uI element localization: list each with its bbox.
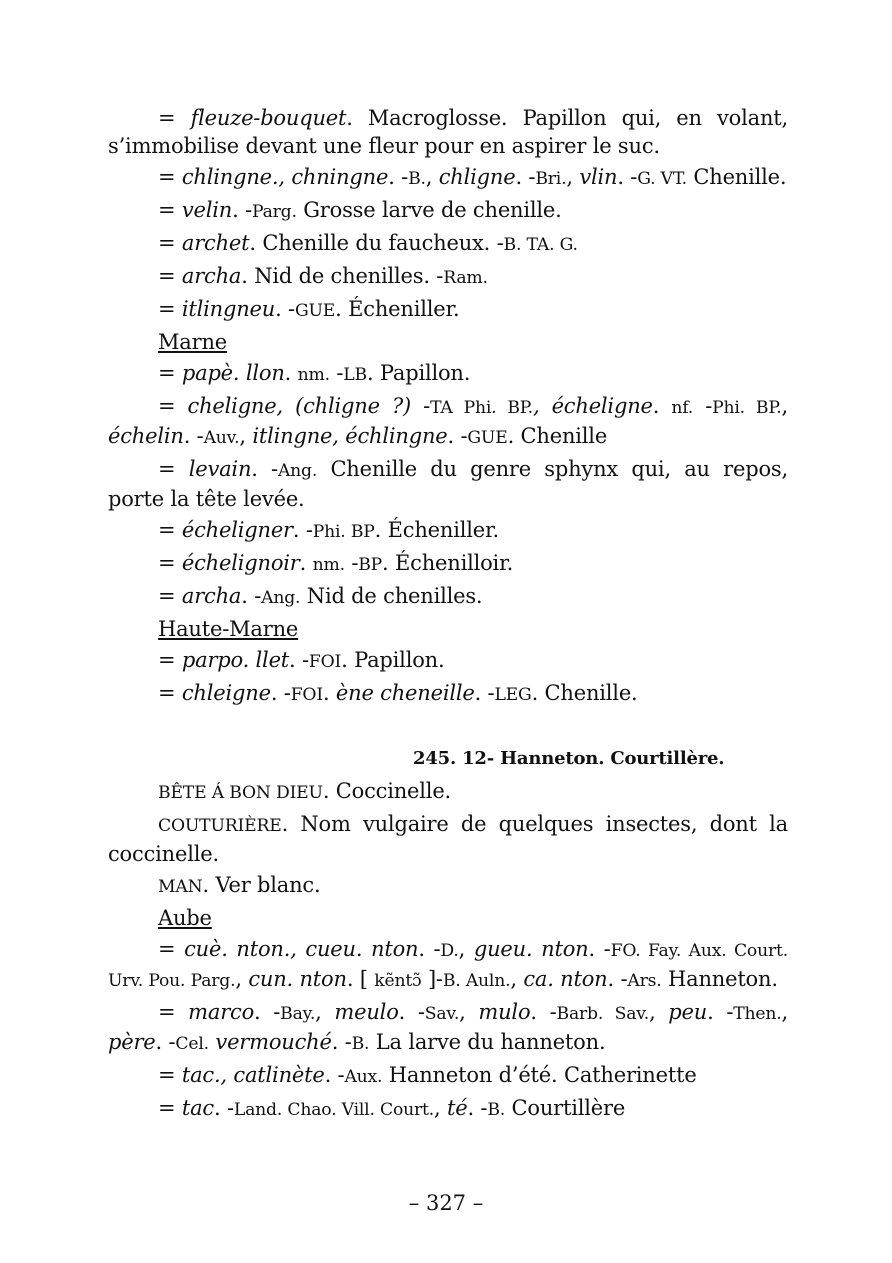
entry-text: . -	[254, 1000, 281, 1024]
entry-paragraph	[108, 1094, 788, 1124]
entry-text: . [	[346, 967, 375, 991]
entry-text: . -	[607, 967, 628, 991]
entry-text: =	[158, 681, 182, 705]
entry-text: ,	[315, 1000, 335, 1024]
entry-abbreviation: Sav.	[424, 1004, 460, 1024]
entry-text: . -	[515, 165, 536, 189]
spacer	[108, 712, 788, 743]
entry-text: =	[158, 165, 182, 189]
document-page	[108, 104, 788, 1127]
entry-term: tac., catlinète	[181, 1063, 325, 1087]
entry-term: échelin	[108, 424, 184, 448]
entry-text: ,	[434, 1096, 447, 1120]
entry-term: échelignoir	[181, 551, 300, 575]
entry-text: =	[158, 551, 182, 575]
entry-term: chligne	[438, 165, 516, 189]
entry-abbreviation: Ram.	[443, 268, 488, 288]
entry-text: =	[158, 297, 182, 321]
entry-term: mulo	[478, 1000, 531, 1024]
entry-text: ,	[510, 967, 524, 991]
entry-abbreviation: Phi. BP.	[712, 398, 782, 418]
entry-term: cuè. nton., cueu. nton	[184, 937, 419, 961]
entry-text: . -	[418, 937, 441, 961]
section-title-marne: Marne	[158, 330, 228, 354]
entry-text: . -	[251, 457, 278, 481]
entry-abbreviation: B.	[408, 169, 426, 189]
entry-text: =	[158, 361, 182, 385]
entry-term: , écheligne	[532, 394, 653, 418]
entry-abbreviation: LEG	[494, 685, 532, 705]
entries-general	[108, 777, 788, 901]
entry-abbreviation: FOI	[308, 652, 342, 672]
entry-text: .	[284, 361, 298, 385]
entry-paragraph	[108, 196, 788, 226]
entry-text: .	[322, 681, 336, 705]
entry-text: . -	[241, 584, 262, 608]
entry-paragraph	[108, 104, 788, 160]
entry-text: -	[693, 394, 713, 418]
entry-text: . -	[331, 1030, 352, 1054]
entries-aube	[108, 935, 788, 1124]
entry-term: gueu. nton	[473, 937, 589, 961]
entry-text: -	[411, 394, 431, 418]
page-number: – 327 –	[408, 1191, 484, 1215]
entry-text: ,	[566, 165, 580, 189]
entry-abbreviation: nm.	[297, 365, 330, 385]
entry-term: archa	[181, 264, 242, 288]
entry-term: chleigne	[181, 681, 271, 705]
entry-abbreviation: BP	[358, 555, 383, 575]
entry-paragraph	[108, 295, 788, 325]
entry-paragraph	[108, 229, 788, 259]
entry-abbreviation: Parg.	[251, 202, 297, 222]
entry-text: Hanneton.	[661, 967, 778, 991]
entry-text: . Coccinelle.	[322, 779, 452, 803]
entry-text: . -	[398, 1000, 425, 1024]
entry-paragraph	[108, 1061, 788, 1091]
entry-term: écheligner	[181, 518, 293, 542]
entry-text: . Ver blanc.	[202, 873, 321, 897]
entry-abbreviation: COUTURIÈRE	[158, 816, 282, 836]
entry-text: . -	[183, 424, 204, 448]
entry-text: . Macroglosse. Papillon qui, en volant, s’immobilise devant une fleur pour en aspirer le suc.	[108, 106, 788, 158]
entry-abbreviation: Bay.	[280, 1004, 316, 1024]
section-title-aube: Aube	[158, 906, 212, 930]
entry-abbreviation: Auv.	[203, 428, 240, 448]
entry-term: itlingneu	[181, 297, 276, 321]
entry-text: -	[329, 361, 344, 385]
entry-term: archa	[181, 584, 242, 608]
entries-marne	[108, 359, 788, 612]
entry-abbreviation: B.	[487, 1100, 506, 1120]
entry-text: ,	[781, 1000, 788, 1024]
entry-text: . Chenille	[507, 424, 608, 448]
entry-text: . Nom vulgaire de quelques insectes, dont la coccinelle.	[108, 812, 788, 866]
entry-text: =	[158, 518, 182, 542]
entry-text: =	[158, 1063, 182, 1087]
entry-abbreviation: Ang.	[261, 588, 301, 608]
entry-paragraph	[108, 777, 788, 807]
entry-text: . -	[155, 1030, 176, 1054]
entry-paragraph	[108, 582, 788, 612]
entry-paragraph	[108, 455, 788, 513]
entry-text: =	[158, 457, 189, 481]
entry-abbreviation: Bri.	[535, 169, 567, 189]
entry-abbreviation: kẽntɔ̃	[374, 971, 422, 991]
entry-text: . -	[324, 1063, 345, 1087]
entry-abbreviation: Aux.	[344, 1067, 383, 1087]
entry-abbreviation: GUE	[467, 428, 508, 448]
entry-term: chlingne., chningne	[181, 165, 389, 189]
entry-term: meulo	[334, 1000, 399, 1024]
entry-term: fleuze-bouquet	[190, 106, 347, 130]
entry-text: Nid de chenilles.	[300, 584, 483, 608]
entry-term: vermouché	[215, 1030, 332, 1054]
entry-text: =	[158, 937, 185, 961]
entries-haute-marne	[108, 646, 788, 709]
entry-text: . Papillon.	[366, 361, 471, 385]
entry-text: . Papillon.	[341, 648, 445, 672]
entry-term: cun. nton	[248, 967, 347, 991]
entry-abbreviation: GUE	[294, 301, 336, 321]
entry-text: =	[158, 1096, 182, 1120]
entry-term: ca. nton	[523, 967, 608, 991]
entry-term: ène cheneille	[335, 681, 475, 705]
entry-term: tac	[181, 1096, 214, 1120]
entry-text: . -	[588, 937, 611, 961]
entry-abbreviation: Land. Chao. Vill. Court.	[233, 1100, 435, 1120]
entry-text: . -	[270, 681, 291, 705]
entry-abbreviation: nf.	[671, 398, 694, 418]
entry-text: . Chenille.	[531, 681, 638, 705]
entry-text: ,	[781, 394, 788, 418]
entry-text: . -	[474, 681, 495, 705]
entry-abbreviation: MAN	[158, 877, 203, 897]
entry-text: . Écheniller.	[374, 518, 499, 542]
entry-text: ,	[425, 165, 439, 189]
entry-abbreviation: nm.	[312, 555, 345, 575]
entry-abbreviation: Phi. BP	[312, 522, 375, 542]
entry-text: ,	[458, 937, 474, 961]
entry-term: marco	[188, 1000, 255, 1024]
entry-term: velin	[181, 198, 233, 222]
entry-text: . Échenilloir.	[382, 551, 514, 575]
entry-text: La larve du hanneton.	[369, 1030, 606, 1054]
entry-text: Grosse larve de chenille.	[296, 198, 562, 222]
section-heading: 245. 12- Hanneton. Courtillère.	[413, 748, 725, 769]
entry-text: .	[299, 551, 313, 575]
entry-text: . Chenille du faucheux. -	[249, 231, 504, 255]
entry-text: Hanneton d’été. Catherinette	[382, 1063, 697, 1087]
entry-abbreviation: Cel.	[175, 1034, 209, 1054]
entry-text: . -	[617, 165, 638, 189]
entry-text: . -	[467, 1096, 488, 1120]
entry-text: . Nid de chenilles. -	[241, 264, 444, 288]
entry-paragraph	[108, 359, 788, 389]
entry-text: Chenille.	[686, 165, 787, 189]
entry-paragraph	[108, 871, 788, 901]
entry-abbreviation: Ars.	[627, 971, 662, 991]
entry-abbreviation: LB	[343, 365, 367, 385]
entry-text: . -	[214, 1096, 234, 1120]
entry-text: =	[158, 394, 188, 418]
entry-term: té	[446, 1096, 468, 1120]
entry-abbreviation: B. Auln.	[442, 971, 511, 991]
entry-term: levain	[188, 457, 252, 481]
entry-abbreviation: D.	[440, 941, 459, 961]
entry-text: ,	[239, 424, 253, 448]
entry-text: . Écheniller.	[335, 297, 460, 321]
entry-term: itlingne, échlingne	[252, 424, 448, 448]
entry-text: . -	[530, 1000, 557, 1024]
entry-text: =	[158, 1000, 189, 1024]
entry-paragraph	[108, 516, 788, 546]
entry-abbreviation: B. TA. G.	[503, 235, 578, 255]
entry-abbreviation: Barb. Sav.	[556, 1004, 650, 1024]
entry-abbreviation: FO. Fay. Aux. Court. Urv. Pou. Parg.	[108, 941, 788, 991]
entry-abbreviation: TA Phi. BP.	[430, 398, 533, 418]
entry-text: . -	[289, 648, 309, 672]
entry-abbreviation: B.	[351, 1034, 370, 1054]
entry-text: =	[158, 198, 182, 222]
entry-term: parpo. llet	[181, 648, 290, 672]
entry-term: archet	[181, 231, 250, 255]
entry-paragraph	[108, 646, 788, 676]
entry-text: Chenille du genre sphynx qui, au repos, porte la tête levée.	[108, 457, 788, 511]
entry-text: Courtillère	[505, 1096, 626, 1120]
entry-text: . -	[232, 198, 252, 222]
entry-abbreviation: Ang.	[277, 461, 318, 481]
entry-paragraph	[108, 262, 788, 292]
entry-text: =	[158, 231, 182, 255]
entry-abbreviation: Then.	[733, 1004, 782, 1024]
entry-text: ,	[459, 1000, 479, 1024]
entry-text: . -	[707, 1000, 734, 1024]
entry-text: -	[344, 551, 359, 575]
entry-text: . -	[388, 165, 409, 189]
entry-text: ,	[649, 1000, 669, 1024]
entry-text: =	[158, 648, 182, 672]
entry-text: =	[158, 584, 182, 608]
entry-text: ]-	[421, 967, 443, 991]
entry-abbreviation: FOI	[290, 685, 323, 705]
entries-top	[108, 104, 788, 325]
entry-abbreviation: BÊTE Á BON DIEU	[158, 783, 323, 803]
entry-text: =	[158, 264, 182, 288]
entry-text: =	[158, 106, 191, 130]
entry-term: cheligne, (chligne ?)	[187, 394, 412, 418]
entry-term: papè. llon	[181, 361, 285, 385]
entry-paragraph	[108, 679, 788, 709]
entry-text: . -	[292, 518, 313, 542]
entry-paragraph	[108, 392, 788, 452]
entry-paragraph	[108, 998, 788, 1058]
entry-text: ,	[235, 967, 249, 991]
entry-term: vlin	[579, 165, 618, 189]
entry-text: . -	[275, 297, 295, 321]
section-title-haute-marne: Haute-Marne	[158, 617, 299, 641]
entry-paragraph	[108, 810, 788, 868]
entry-text: . -	[447, 424, 468, 448]
entry-paragraph	[108, 935, 788, 995]
entry-text: .	[652, 394, 672, 418]
entry-paragraph	[108, 163, 788, 193]
entry-term: père	[108, 1030, 156, 1054]
entry-term: peu	[668, 1000, 708, 1024]
entry-abbreviation: G. VT.	[637, 169, 687, 189]
entry-paragraph	[108, 549, 788, 579]
